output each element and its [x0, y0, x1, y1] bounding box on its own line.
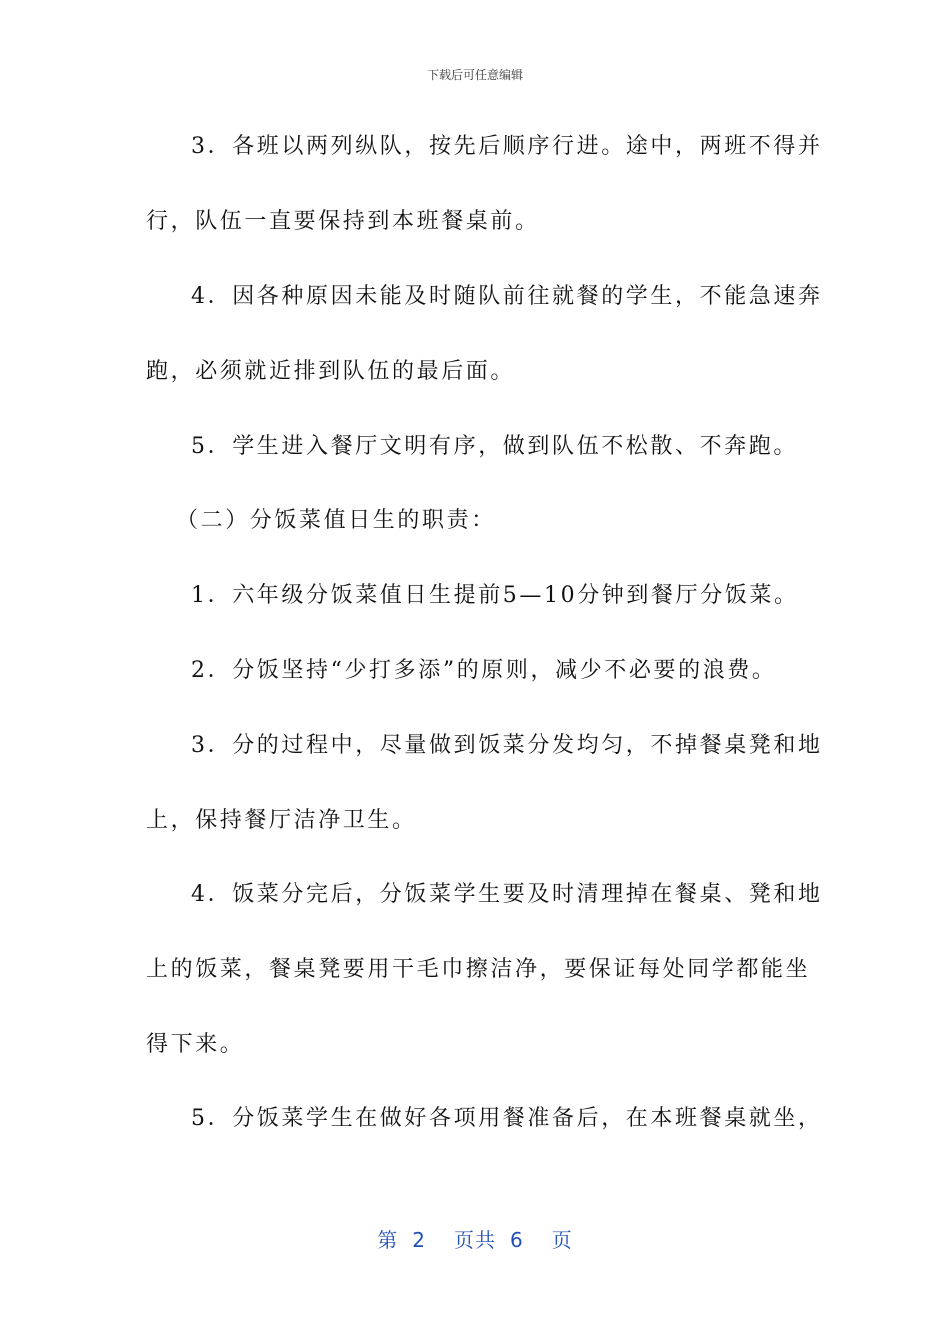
paragraph-line: 上的饭菜，餐桌凳要用干毛巾擦洁净，要保证每处同学都能坐	[146, 957, 811, 982]
page-suffix: 页	[551, 1228, 573, 1252]
page-prefix: 第	[377, 1228, 399, 1252]
page-total: 6	[510, 1228, 524, 1252]
paragraph-line: 4．饭菜分完后，分饭菜学生要及时清理掉在餐桌、凳和地	[191, 882, 823, 907]
paragraph-line: 2．分饭坚持“少打多添”的原则，减少不必要的浪费。	[191, 658, 777, 683]
paragraph-line: 得下来。	[146, 1032, 245, 1057]
paragraph-line: 行，队伍一直要保持到本班餐桌前。	[146, 209, 540, 234]
header-note: 下载后可任意编辑	[426, 68, 523, 82]
paragraph-line: 跑，必须就近排到队伍的最后面。	[146, 359, 516, 384]
section-heading: （二）分饭菜值日生的职责：	[176, 508, 496, 533]
paragraph-line: 3．分的过程中，尽量做到饭菜分发均匀，不掉餐桌凳和地	[191, 733, 823, 758]
page-current: 2	[412, 1228, 426, 1252]
paragraph-line: 上，保持餐厅洁净卫生。	[146, 808, 417, 833]
paragraph-line: 5．学生进入餐厅文明有序，做到队伍不松散、不奔跑。	[191, 434, 798, 459]
page-footer	[0, 1224, 950, 1253]
page-middle: 页共	[454, 1228, 496, 1252]
paragraph-line: 3．各班以两列纵队，按先后顺序行进。途中，两班不得并	[191, 134, 823, 159]
paragraph-line: 5．分饭菜学生在做好各项用餐准备后，在本班餐桌就坐，	[191, 1106, 823, 1131]
paragraph-line: 4．因各种原因未能及时随队前往就餐的学生，不能急速奔	[191, 284, 823, 309]
paragraph-line: 1．六年级分饭菜值日生提前5—10分钟到餐厅分饭菜。	[191, 583, 799, 608]
